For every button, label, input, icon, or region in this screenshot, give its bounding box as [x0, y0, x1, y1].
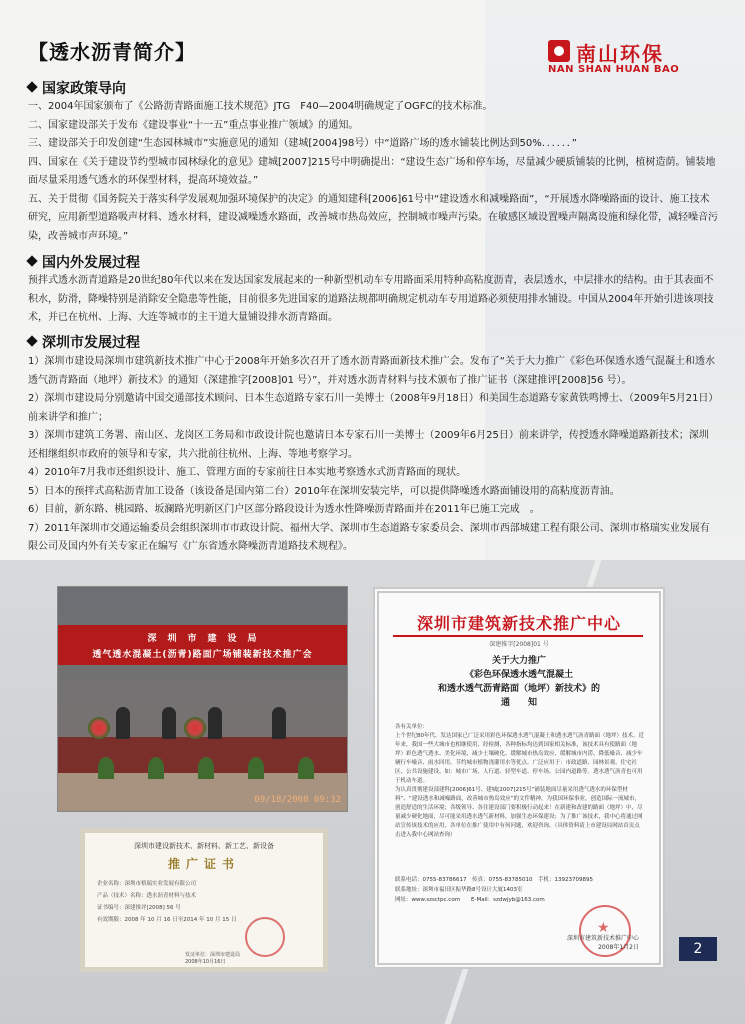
potted-plant	[298, 757, 314, 779]
doc-contact-web: 网址：www.szsctpc.com E-Mail：szdwjyb@163.com	[395, 897, 545, 903]
logo-mark-icon	[548, 40, 570, 62]
conference-banner	[58, 625, 347, 665]
section-heading-policy	[28, 78, 126, 98]
cert-footer	[185, 951, 240, 965]
promotion-certificate	[80, 828, 328, 972]
company-logo	[548, 38, 718, 78]
page-number: 2	[679, 937, 717, 961]
logo-chinese-name: 南山环保	[576, 42, 664, 66]
history-paragraph: 预拌式透水沥青道路是20世纪80年代以来在发达国家发展起来的一种新型机动车专用路面采用特种高粘度沥青，表层透水，中层排水的结构。由于其表面不积水，防滑，降噪特别是消除安全隐患等性能，目前很多先进国家的道路法规都明确规定机动车专用道路必须使用排水铺设。中国从2004年开始引进该项技术，并已在杭州、上海、大连等城市的主干道大量铺设排水沥青路面。	[28, 275, 714, 323]
policy-item-3: 三、建设部关于印发创建“生态园林城市”实施意见的通知（建城[2004]98号）中“道路广场的透水铺装比例达到50%．．．．．．”	[28, 138, 577, 149]
flower-arrangement	[184, 717, 206, 739]
doc-contact-phone: 联系电话：0755-83786617 传真：0755-83785010 手机：13923709895	[395, 877, 593, 883]
doc-number: 深建推字[2008]01 号	[489, 641, 549, 648]
page-title: 【透水沥青简介】	[28, 40, 196, 64]
doc-signature	[519, 933, 639, 951]
doc-contact-address: 联系地址：深圳市福田区振华路8号设计大厦1403室	[395, 887, 523, 893]
cert-validity: 有效期限：2008 年 10 月 16 日至2014 年 10 月 15 日	[97, 917, 237, 923]
potted-plant	[148, 757, 164, 779]
section-heading-text: 国内外发展过程	[42, 255, 140, 271]
policy-item-4: 四、国家在《关于建设节约型城市园林绿化的意见》建城[2007]215号中明确提出：“建设生态广场和停车场，尽量减少硬质铺装的比例，植树造荫。铺装地面尽量采用透气透水的环保型材料，提高环境效益。”	[28, 156, 716, 186]
logo-english-name: NAN SHAN HUAN BAO	[548, 64, 680, 75]
shenzhen-item-7: 7）2011年深圳市交通运输委员会组织深圳市市政设计院、福州大学、深圳市生态道路专家委员会、深圳市西部城建工程有限公司、深圳市格瑞实业发展有限公司及国内外有关专家正在编写《广东省透水降噪沥青道路技术规程》。	[28, 522, 710, 552]
doc-subject-line-4: 通 知	[500, 698, 537, 708]
policy-item-5: 五、关于贯彻《国务院关于落实科学发展观加强环境保护的决定》的通知建科[2006]61号中“建设透水和减噪路面”，“开展透水降噪路面的设计、施工技术研究，应用新型道路吸声材料、透水材料，建设减噪透水路面，改善城市热岛效应，控制城市噪声污染。在敏感区域设置噪声隔离设施和绿化带，减轻噪音污染，改善城市声环境。”	[28, 193, 718, 242]
shenzhen-item-1: 1）深圳市建设局深圳市建筑新技术推广中心于2008年开始多次召开了透水沥青路面新技术推广会。发布了“关于大力推广《彩色环保透水透气混凝土和透水透气沥青路面（地坪）新技术》的通知（深建推字[2008]01 号）”，并对透水沥青材料与技术颁布了推广证书（深建推评[2008]56 号）。	[28, 356, 715, 386]
banner-line-2: 透气透水混凝土(沥青)路面广场铺装新技术推广会	[92, 650, 313, 660]
policy-item-2: 二、国家建设部关于发布《建设事业“十一五”重点事业推广领域》的通知。	[28, 119, 359, 131]
section-heading-text: 国家政策导向	[42, 81, 126, 97]
policy-item-1: 一、2004年国家颁布了《公路沥青路面施工技术规范》JTG F40—2004明确规定了OGFC的技术标准。	[28, 101, 493, 112]
banner-line-1: 深 圳 市 建 设 局	[147, 634, 258, 644]
cert-company: 企业名称：深圳市格瑞实业发展有限公司	[97, 881, 197, 887]
cert-number: 证书编号：深建推评[2008] 56 号	[97, 905, 181, 911]
shenzhen-item-3: 3）深圳市建筑工务署、南山区、龙岗区工务局和市政设计院也邀请日本专家石川一美博士（2009年6月25日）前来讲学，传授透水降噪道路新技术；深圳还相继组织市政府的领导和专家，共六批前往杭州、上海、等地考察学习。	[28, 430, 709, 460]
photo-timestamp: 09/18/2008 09:32	[254, 795, 341, 805]
doc-red-rule	[393, 635, 643, 637]
conference-photo	[57, 586, 348, 812]
attendee	[272, 707, 286, 739]
flower-arrangement	[88, 717, 110, 739]
cert-header: 深圳市建设新技术、新材料、新工艺、新设备	[134, 842, 274, 850]
doc-subject-line-2: 《彩色环保透水透气混凝土	[464, 670, 573, 680]
section-history-body	[28, 272, 718, 328]
doc-body-text: 上个世纪80年代，发达国家已广泛采用彩色环保透水透气混凝土和透水透气沥青路面（地坪）技术。近年来，我国一些大城市也相继使用，经检测，各种指标均达到国家相关标准，该技术具有使路面（地坪）彩色透气透水、美化环境、减少土壤硬化、缓解城市热岛效应、缓解城市内涝、降低噪音、减少车辆行车噪音、雨水回用、节约城市植物浇灌用水等优点。广泛应用于：市政道路、园林景观、住宅社区、公共设施建设、如：城市广场、人行道、轻型车道、停车场、公园内道路等。透水透气沥青也可用于机动车道。 为认真贯彻建设部建科[2006]61号、建城[2007]215号“铺装地面尽量采用透气透水的环保型材料”、“建设透水和减噪路面，改善城市热岛效应”的文件精神，为我国环保事业，创造国际一流城市，创造舒适的生活环境；各级领导、各住建设部门要积极行动起来！在新建和改建的路面（地坪）中，尽量减少硬化地面，尽可能采用透水透气新材料，加强生态环保建设；为了推广该技术，我中心将通过网站宣传该技术的应用，各单位在推广使用中有何问题，欢迎咨询。（具体资料请上市建设局网站首页点击进入我中心网站查询）	[395, 733, 645, 838]
cert-title: 推广证书	[167, 857, 240, 871]
doc-subject-line-1: 关于大力推广	[491, 656, 546, 666]
doc-signature-date: 2008年1月2日	[598, 944, 639, 951]
attendee	[208, 707, 222, 739]
shenzhen-item-6: 6）目前，新东路、桃园路、坂澜路光明新区门户区部分路段设计为透水性降噪沥青路面并在2011年已施工完成 。	[28, 504, 540, 515]
shenzhen-item-4: 4）2010年7月我市还组织设计、施工、管理方面的专家前往日本实地考察透水式沥青路面的现状。	[28, 467, 467, 478]
notice-document	[373, 587, 665, 969]
doc-body	[395, 723, 645, 840]
shenzhen-item-2: 2）深圳市建设局分别邀请中国交通部技术顾问、日本生态道路专家石川一美博士（2008年9月18日）和美国生态道路专家黄铁鸣博士、（2009年5月21日）前来讲学和推广；	[28, 393, 714, 423]
diamond-bullet-icon	[26, 255, 37, 266]
cert-issue-date: 2008年10月16日	[185, 959, 226, 965]
section-shenzhen-body	[28, 353, 718, 557]
diamond-bullet-icon	[26, 335, 37, 346]
section-heading-text: 深圳市发展过程	[42, 335, 140, 351]
doc-salutation: 各有关单位：	[395, 724, 429, 730]
doc-subject-line-3: 和透水透气沥青路面（地坪）新技术》的	[437, 684, 600, 694]
potted-plant	[198, 757, 214, 779]
attendee	[116, 707, 130, 739]
cert-seal-stamp	[245, 917, 285, 957]
diamond-bullet-icon	[26, 81, 37, 92]
cert-issuer: 发证单位：深圳市建设局	[185, 952, 241, 958]
doc-header: 深圳市建筑新技术推广中心	[416, 614, 621, 633]
doc-signature-org: 深圳市建筑新技术推广中心	[566, 935, 639, 942]
shenzhen-item-5: 5）日本的预拌式高粘沥青加工设备（该设备是国内第二台）2010年在深圳安装完毕，可以提供降噪透水路面铺设用的高粘度沥青油。	[28, 485, 620, 497]
potted-plant	[98, 757, 114, 779]
potted-plant	[248, 757, 264, 779]
attendee	[162, 707, 176, 739]
cert-product: 产品（技术）名称：透水沥青材料与技术	[97, 893, 197, 899]
section-heading-shenzhen	[28, 332, 140, 352]
section-heading-history	[28, 252, 140, 272]
section-policy-body	[28, 98, 718, 246]
